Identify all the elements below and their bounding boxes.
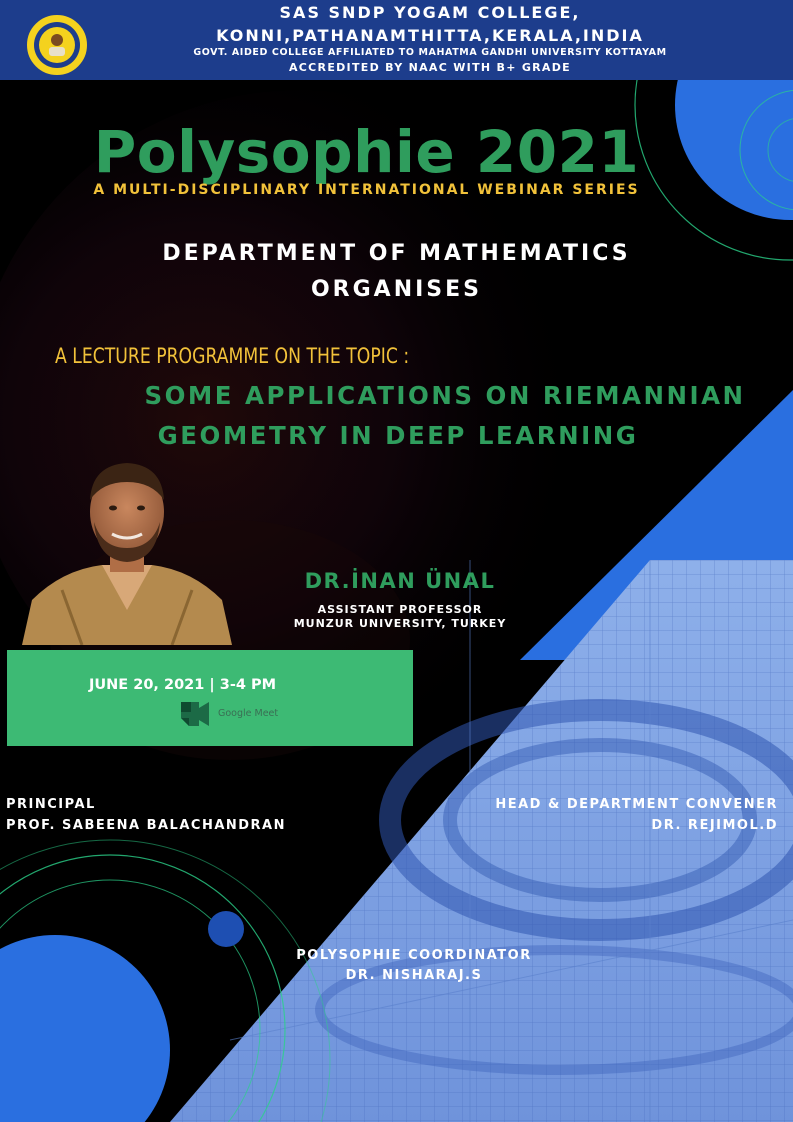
speaker-photo [22,460,232,645]
lecture-intro: A LECTURE PROGRAMME ON THE TOPIC : [55,344,410,368]
lecture-topic-line2: GEOMETRY IN DEEP LEARNING [157,421,639,450]
principal-name: PROF. SABEENA BALACHANDRAN [6,818,287,833]
speaker-name: DR.İNAN ÜNAL [304,569,496,593]
college-affiliation: GOVT. AIDED COLLEGE AFFILIATED TO MAHATMA GANDHI UNIVERSITY KOTTAYAM [193,47,667,58]
lecture-topic-line1: SOME APPLICATIONS ON RIEMANNIAN [144,381,746,410]
event-title: Polysophie 2021 [93,118,640,186]
speaker-title: ASSISTANT PROFESSOR [317,603,483,616]
college-seal-icon [25,13,89,77]
college-name: SAS SNDP YOGAM COLLEGE, [279,3,581,22]
college-header [0,0,793,80]
speaker-affiliation: MUNZUR UNIVERSITY, TURKEY [293,617,507,630]
hod-name: DR. REJIMOL.D [651,818,778,833]
principal-label: PRINCIPAL [6,797,96,812]
coordinator-name: DR. NISHARAJ.S [345,968,483,983]
google-meet-label: Google Meet [218,708,279,719]
event-date-time: JUNE 20, 2021 | 3-4 PM [89,677,277,693]
college-location: KONNI,PATHANAMTHITTA,KERALA,INDIA [216,26,644,45]
organiser-verb: ORGANISES [310,277,483,302]
google-meet-icon [177,698,213,730]
college-accreditation: ACCREDITED BY NAAC WITH B+ GRADE [288,61,571,74]
event-subtitle: A MULTI-DISCIPLINARY INTERNATIONAL WEBINAR SERIES [93,182,640,198]
organiser-department: DEPARTMENT OF MATHEMATICS [162,241,631,266]
hod-label: HEAD & DEPARTMENT CONVENER [495,797,778,812]
event-schedule-box [7,650,413,746]
coordinator-label: POLYSOPHIE COORDINATOR [296,948,532,963]
